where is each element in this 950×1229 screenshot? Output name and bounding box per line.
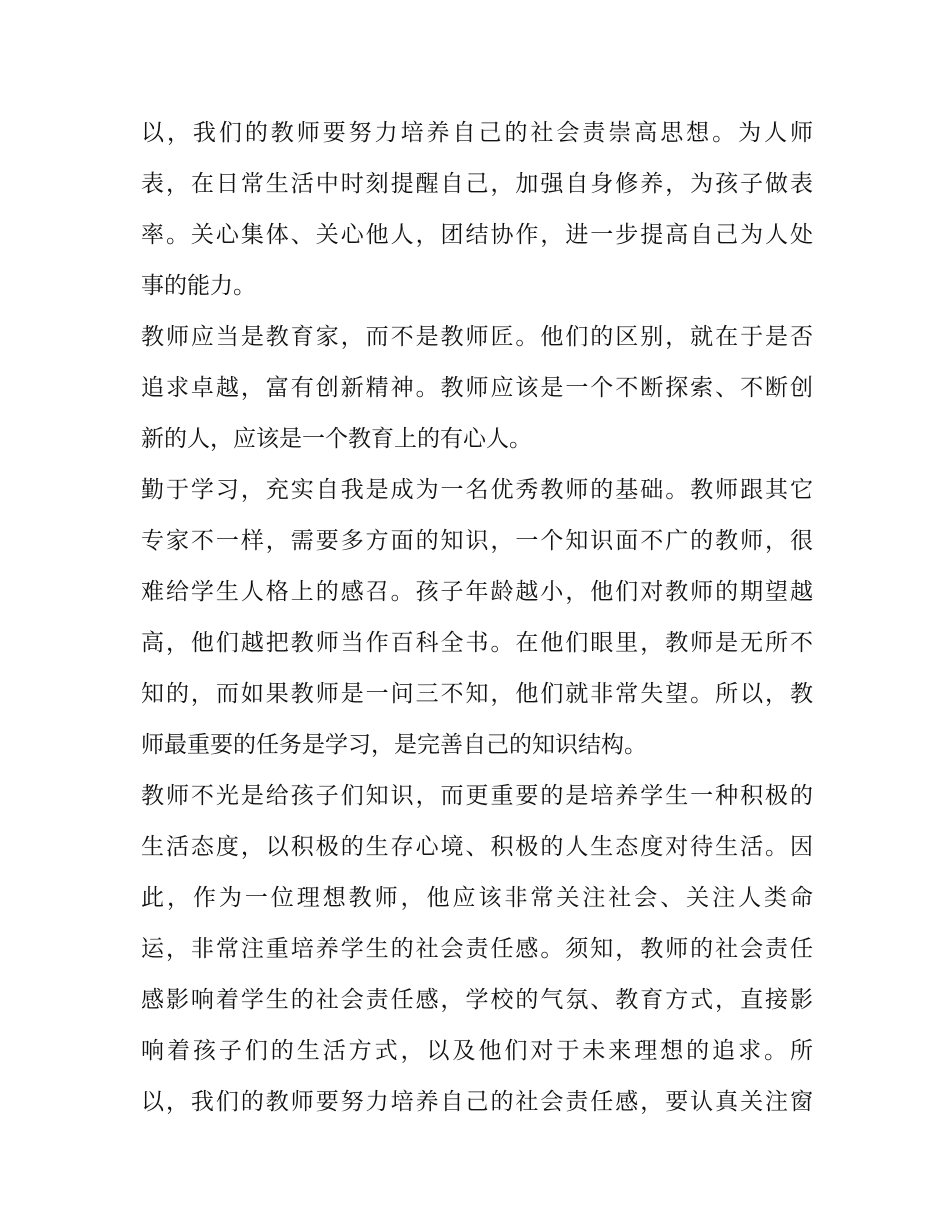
text-line: 响着孩子们的生活方式，以及他们对于未来理想的追求。所	[141, 1038, 813, 1064]
text-line: 教师应当是教育家，而不是教师匠。他们的区别，就在于是否	[141, 324, 813, 350]
text-line: 勤于学习，充实自我是成为一名优秀教师的基础。教师跟其它	[141, 477, 813, 503]
text-line: 追求卓越，富有创新精神。教师应该是一个不断探索、不断创	[141, 375, 813, 401]
text-line: 新的人，应该是一个教育上的有心人。	[141, 426, 532, 452]
text-line: 感影响着学生的社会责任感，学校的气氛、教育方式，直接影	[141, 987, 813, 1013]
text-line: 表，在日常生活中时刻提醒自己，加强自身修养，为孩子做表	[141, 171, 813, 197]
text-line: 此，作为一位理想教师，他应该非常关注社会、关注人类命	[141, 885, 813, 911]
text-line: 以，我们的教师要努力培养自己的社会责崇高思想。为人师	[141, 120, 813, 146]
text-line: 率。关心集体、关心他人，团结协作，进一步提高自己为人处	[141, 222, 813, 248]
text-line: 运，非常注重培养学生的社会责任感。须知，教师的社会责任	[141, 936, 813, 962]
text-line: 师最重要的任务是学习，是完善自己的知识结构。	[141, 732, 647, 758]
text-line: 事的能力。	[141, 273, 256, 299]
text-line: 高，他们越把教师当作百科全书。在他们眼里，教师是无所不	[141, 630, 813, 656]
text-line: 知的，而如果教师是一问三不知，他们就非常失望。所以，教	[141, 681, 813, 707]
text-line: 教师不光是给孩子们知识，而更重要的是培养学生一种积极的	[141, 783, 813, 809]
text-line: 专家不一样，需要多方面的知识，一个知识面不广的教师，很	[141, 528, 813, 554]
text-line: 难给学生人格上的感召。孩子年龄越小，他们对教师的期望越	[141, 579, 813, 605]
document-page	[141, 108, 813, 1128]
text-line: 以，我们的教师要努力培养自己的社会责任感，要认真关注窗	[141, 1089, 813, 1115]
text-line: 生活态度，以积极的生存心境、积极的人生态度对待生活。因	[141, 834, 813, 860]
